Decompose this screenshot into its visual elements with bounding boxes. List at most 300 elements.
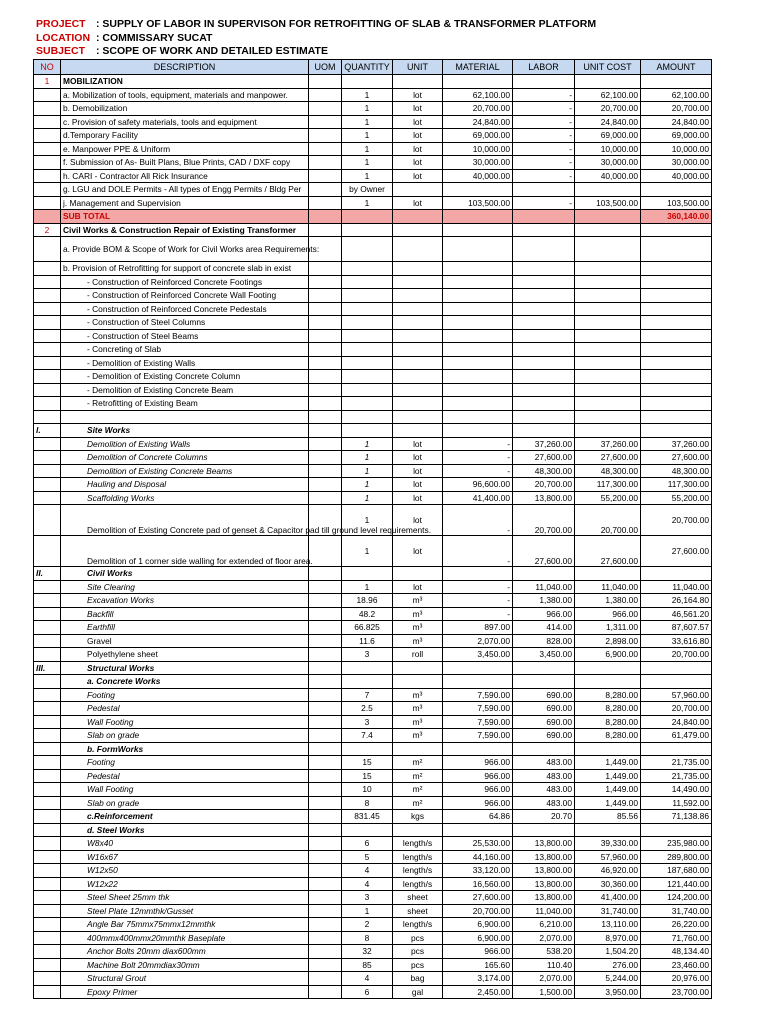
cell-no: [34, 972, 61, 986]
cell-unit-cost: [575, 383, 641, 397]
cell-amount: 48,134.40: [641, 945, 712, 959]
cell-material: 6,900.00: [443, 918, 513, 932]
col-description: DESCRIPTION: [61, 60, 309, 75]
column-header-row: [34, 60, 712, 75]
cell-unit-cost: 20,700.00: [575, 102, 641, 116]
cell-unit-cost: 1,449.00: [575, 769, 641, 783]
cell-amount: 11,040.00: [641, 580, 712, 594]
cell-description: Footing: [61, 756, 309, 770]
cell-labor: [513, 343, 575, 357]
cell-amount: 103,500.00: [641, 196, 712, 210]
cell-labor: 690.00: [513, 729, 575, 743]
cell-uom: [309, 88, 342, 102]
cell-material: [443, 383, 513, 397]
cell-unit: lot: [393, 169, 443, 183]
cell-unit-cost: [575, 567, 641, 581]
subject-value: : SCOPE OF WORK AND DETAILED ESTIMATE: [96, 45, 328, 57]
cell-no: [34, 169, 61, 183]
cell-unit-cost: [575, 289, 641, 303]
cell-no: [34, 742, 61, 756]
cell-unit-cost: [575, 370, 641, 384]
cell-uom: [309, 289, 342, 303]
cell-unit-cost: [575, 75, 641, 89]
cell-quantity: [342, 567, 393, 581]
table-row: [34, 383, 712, 397]
cell-amount: 57,960.00: [641, 688, 712, 702]
cell-unit-cost: [575, 356, 641, 370]
cell-unit: lot: [393, 142, 443, 156]
cell-unit: sheet: [393, 891, 443, 905]
cell-labor: [513, 675, 575, 689]
cell-description: SUB TOTAL: [61, 210, 309, 224]
cell-material: [443, 410, 513, 424]
cell-no: [34, 316, 61, 330]
cell-unit-cost: 57,960.00: [575, 850, 641, 864]
cell-quantity: 18.96: [342, 594, 393, 608]
cell-material: [443, 262, 513, 276]
cell-labor: [513, 210, 575, 224]
table-row: [34, 129, 712, 143]
cell-uom: [309, 383, 342, 397]
cell-amount: 21,735.00: [641, 769, 712, 783]
cell-labor: [513, 397, 575, 411]
cell-description: Pedestal: [61, 702, 309, 716]
table-row: [34, 918, 712, 932]
cell-quantity: [342, 661, 393, 675]
cell-unit-cost: 39,330.00: [575, 837, 641, 851]
cell-labor: 37,260.00: [513, 437, 575, 451]
cell-material: [443, 343, 513, 357]
cell-uom: [309, 223, 342, 237]
cell-uom: [309, 810, 342, 824]
cell-quantity: 2.5: [342, 702, 393, 716]
cell-amount: 40,000.00: [641, 169, 712, 183]
table-row: [34, 796, 712, 810]
subject-line: [36, 45, 596, 59]
cell-labor: 690.00: [513, 702, 575, 716]
cell-unit-cost: 117,300.00: [575, 478, 641, 492]
cell-material: 20,700.00: [443, 102, 513, 116]
cell-description: - Concreting of Slab: [61, 343, 309, 357]
cell-description: Backfill: [61, 607, 309, 621]
cell-unit: lot: [393, 88, 443, 102]
cell-no: [34, 505, 61, 536]
cell-unit-cost: 8,970.00: [575, 931, 641, 945]
cell-unit-cost: [575, 742, 641, 756]
cell-no: [34, 129, 61, 143]
cell-description: W12x50: [61, 864, 309, 878]
cell-description: b. Demobilization: [61, 102, 309, 116]
cell-amount: 31,740.00: [641, 904, 712, 918]
cell-quantity: 1: [342, 115, 393, 129]
cell-description: Steel Plate 12mmthk/Gusset: [61, 904, 309, 918]
cell-material: -: [443, 536, 513, 567]
table-row: [34, 931, 712, 945]
cell-labor: [513, 183, 575, 197]
cell-description: - Demolition of Existing Concrete Column: [61, 370, 309, 384]
cell-material: 7,590.00: [443, 729, 513, 743]
cell-material: [443, 397, 513, 411]
cell-unit-cost: [575, 223, 641, 237]
table-row: [34, 275, 712, 289]
cell-amount: [641, 823, 712, 837]
cell-material: 966.00: [443, 783, 513, 797]
cell-quantity: [342, 210, 393, 224]
cell-unit-cost: [575, 397, 641, 411]
cell-material: [443, 370, 513, 384]
cell-unit: lot: [393, 156, 443, 170]
cell-no: [34, 607, 61, 621]
cell-description: MOBILIZATION: [61, 75, 309, 89]
cell-material: 966.00: [443, 796, 513, 810]
cell-material: 30,000.00: [443, 156, 513, 170]
cell-description: Earthfill: [61, 621, 309, 635]
cell-labor: 11,040.00: [513, 904, 575, 918]
cell-material: 897.00: [443, 621, 513, 635]
cell-unit-cost: 27,600.00: [575, 451, 641, 465]
cell-unit-cost: 69,000.00: [575, 129, 641, 143]
cell-no: [34, 478, 61, 492]
cell-labor: 20,700.00: [513, 478, 575, 492]
cell-uom: [309, 302, 342, 316]
cell-amount: [641, 316, 712, 330]
cell-unit-cost: 103,500.00: [575, 196, 641, 210]
cell-no: [34, 648, 61, 662]
cell-unit: gal: [393, 985, 443, 999]
table-row: [34, 607, 712, 621]
estimate-table: [33, 59, 712, 999]
cell-description: Civil Works & Construction Repair of Existing Transformer: [61, 223, 309, 237]
cell-uom: [309, 196, 342, 210]
cell-no: [34, 837, 61, 851]
cell-no: [34, 864, 61, 878]
cell-quantity: 1: [342, 451, 393, 465]
cell-labor: 13,800.00: [513, 877, 575, 891]
cell-material: [443, 742, 513, 756]
cell-unit-cost: 1,380.00: [575, 594, 641, 608]
cell-no: [34, 491, 61, 505]
cell-unit: kgs: [393, 810, 443, 824]
cell-amount: 20,976.00: [641, 972, 712, 986]
cell-quantity: 15: [342, 769, 393, 783]
cell-amount: 117,300.00: [641, 478, 712, 492]
cell-amount: 55,200.00: [641, 491, 712, 505]
cell-uom: [309, 918, 342, 932]
table-row: [34, 169, 712, 183]
cell-quantity: [342, 223, 393, 237]
cell-unit-cost: 8,280.00: [575, 688, 641, 702]
cell-amount: 26,220.00: [641, 918, 712, 932]
cell-quantity: 4: [342, 877, 393, 891]
cell-labor: [513, 275, 575, 289]
cell-unit: [393, 262, 443, 276]
cell-uom: [309, 621, 342, 635]
cell-amount: 48,300.00: [641, 464, 712, 478]
table-row: [34, 688, 712, 702]
cell-amount: [641, 183, 712, 197]
cell-amount: 71,760.00: [641, 931, 712, 945]
cell-unit: [393, 410, 443, 424]
cell-no: [34, 142, 61, 156]
cell-material: 966.00: [443, 945, 513, 959]
cell-no: [34, 289, 61, 303]
cell-description: W8x40: [61, 837, 309, 851]
cell-unit-cost: 48,300.00: [575, 464, 641, 478]
table-row: [34, 972, 712, 986]
cell-unit-cost: [575, 316, 641, 330]
cell-labor: 20.70: [513, 810, 575, 824]
cell-unit-cost: 1,449.00: [575, 756, 641, 770]
cell-material: 62,100.00: [443, 88, 513, 102]
cell-material: 6,900.00: [443, 931, 513, 945]
cell-amount: [641, 75, 712, 89]
cell-unit-cost: 1,311.00: [575, 621, 641, 635]
table-row: [34, 877, 712, 891]
cell-no: [34, 370, 61, 384]
cell-description: [61, 410, 309, 424]
cell-amount: 24,840.00: [641, 715, 712, 729]
cell-unit: [393, 742, 443, 756]
cell-amount: 23,700.00: [641, 985, 712, 999]
cell-amount: [641, 343, 712, 357]
cell-uom: [309, 783, 342, 797]
cell-amount: [641, 424, 712, 438]
cell-quantity: 1: [342, 478, 393, 492]
cell-uom: [309, 864, 342, 878]
cell-unit: [393, 183, 443, 197]
cell-unit-cost: 966.00: [575, 607, 641, 621]
cell-quantity: [342, 316, 393, 330]
cell-labor: 27,600.00: [513, 536, 575, 567]
cell-unit: lot: [393, 580, 443, 594]
cell-amount: 20,700.00: [641, 505, 712, 536]
cell-uom: [309, 742, 342, 756]
cell-quantity: 8: [342, 796, 393, 810]
cell-unit-cost: 62,100.00: [575, 88, 641, 102]
cell-uom: [309, 985, 342, 999]
cell-labor: 828.00: [513, 634, 575, 648]
table-row: [34, 621, 712, 635]
cell-unit-cost: [575, 302, 641, 316]
cell-labor: 690.00: [513, 688, 575, 702]
cell-no: [34, 275, 61, 289]
cell-unit: length/s: [393, 918, 443, 932]
cell-unit: [393, 223, 443, 237]
col-uom: UOM: [309, 60, 342, 75]
cell-quantity: 3: [342, 891, 393, 905]
cell-unit: [393, 675, 443, 689]
cell-labor: 538.20: [513, 945, 575, 959]
cell-material: 10,000.00: [443, 142, 513, 156]
cell-no: I.: [34, 424, 61, 438]
cell-no: [34, 891, 61, 905]
project-value: : SUPPLY OF LABOR IN SUPERVISON FOR RETROFITTING OF SLAB & TRANSFORMER PLATFORM: [96, 18, 597, 30]
cell-material: 33,120.00: [443, 864, 513, 878]
cell-material: 69,000.00: [443, 129, 513, 143]
cell-description: Anchor Bolts 20mm diax600mm: [61, 945, 309, 959]
cell-unit: [393, 329, 443, 343]
cell-uom: [309, 156, 342, 170]
cell-unit: [393, 302, 443, 316]
table-row: [34, 289, 712, 303]
cell-quantity: 1: [342, 196, 393, 210]
cell-labor: -: [513, 102, 575, 116]
cell-labor: 110.40: [513, 958, 575, 972]
cell-labor: 13,800.00: [513, 837, 575, 851]
cell-quantity: 5: [342, 850, 393, 864]
cell-unit: lot: [393, 451, 443, 465]
cell-uom: [309, 607, 342, 621]
cell-uom: [309, 169, 342, 183]
cell-quantity: [342, 397, 393, 411]
cell-no: [34, 729, 61, 743]
cell-quantity: [342, 823, 393, 837]
cell-unit-cost: [575, 410, 641, 424]
cell-description: Footing: [61, 688, 309, 702]
cell-amount: [641, 410, 712, 424]
cell-unit: [393, 275, 443, 289]
cell-quantity: 1: [342, 580, 393, 594]
cell-amount: 27,600.00: [641, 536, 712, 567]
col-amount: AMOUNT: [641, 60, 712, 75]
cell-unit-cost: 11,040.00: [575, 580, 641, 594]
cell-uom: [309, 343, 342, 357]
cell-quantity: 1: [342, 536, 393, 567]
cell-quantity: [342, 356, 393, 370]
cell-unit-cost: 30,000.00: [575, 156, 641, 170]
cell-description: e. Manpower PPE & Uniform: [61, 142, 309, 156]
cell-labor: [513, 302, 575, 316]
table-row: [34, 675, 712, 689]
cell-amount: [641, 275, 712, 289]
cell-unit: length/s: [393, 877, 443, 891]
cell-no: [34, 237, 61, 262]
cell-description: Polyethylene sheet: [61, 648, 309, 662]
cell-no: [34, 904, 61, 918]
cell-description: - Construction of Steel Beams: [61, 329, 309, 343]
cell-no: [34, 715, 61, 729]
cell-no: [34, 302, 61, 316]
cell-amount: 69,000.00: [641, 129, 712, 143]
cell-material: 41,400.00: [443, 491, 513, 505]
cell-unit: roll: [393, 648, 443, 662]
table-row: [34, 370, 712, 384]
table-row: [34, 505, 712, 536]
cell-material: [443, 183, 513, 197]
cell-material: 96,600.00: [443, 478, 513, 492]
cell-labor: [513, 329, 575, 343]
table-row: [34, 156, 712, 170]
cell-labor: [513, 289, 575, 303]
cell-uom: [309, 356, 342, 370]
project-label: PROJECT: [36, 18, 86, 30]
cell-description: b. Provision of Retrofitting for support of concrete slab in exist: [61, 262, 309, 276]
cell-unit-cost: 1,504.20: [575, 945, 641, 959]
cell-labor: [513, 223, 575, 237]
cell-unit: [393, 661, 443, 675]
cell-quantity: 11.6: [342, 634, 393, 648]
cell-unit: m²: [393, 783, 443, 797]
cell-description: a. Mobilization of tools, equipment, materials and manpower.: [61, 88, 309, 102]
col-no: NO: [34, 60, 61, 75]
cell-uom: [309, 410, 342, 424]
cell-unit: lot: [393, 196, 443, 210]
cell-unit-cost: 1,449.00: [575, 783, 641, 797]
cell-unit: [393, 567, 443, 581]
cell-quantity: 2: [342, 918, 393, 932]
cell-description: - Construction of Steel Columns: [61, 316, 309, 330]
cell-uom: [309, 675, 342, 689]
cell-amount: [641, 329, 712, 343]
table-row: [34, 464, 712, 478]
cell-uom: [309, 796, 342, 810]
cell-quantity: [342, 343, 393, 357]
cell-labor: 1,380.00: [513, 594, 575, 608]
cell-quantity: [342, 289, 393, 303]
cell-no: [34, 397, 61, 411]
cell-quantity: [342, 329, 393, 343]
cell-unit: lot: [393, 505, 443, 536]
cell-material: [443, 356, 513, 370]
cell-uom: [309, 437, 342, 451]
cell-material: [443, 237, 513, 262]
cell-material: [443, 289, 513, 303]
cell-unit: length/s: [393, 864, 443, 878]
cell-description: c.Reinforcement: [61, 810, 309, 824]
cell-unit-cost: 46,920.00: [575, 864, 641, 878]
cell-labor: [513, 823, 575, 837]
cell-no: [34, 262, 61, 276]
cell-material: 40,000.00: [443, 169, 513, 183]
cell-labor: 2,070.00: [513, 931, 575, 945]
cell-material: 25,530.00: [443, 837, 513, 851]
cell-quantity: [342, 370, 393, 384]
cell-description: W12x22: [61, 877, 309, 891]
cell-quantity: [342, 75, 393, 89]
cell-unit-cost: 41,400.00: [575, 891, 641, 905]
cell-amount: 235,980.00: [641, 837, 712, 851]
cell-uom: [309, 580, 342, 594]
cell-quantity: 1: [342, 129, 393, 143]
cell-material: -: [443, 505, 513, 536]
cell-unit: m³: [393, 594, 443, 608]
cell-material: 7,590.00: [443, 688, 513, 702]
cell-material: 103,500.00: [443, 196, 513, 210]
table-row: [34, 491, 712, 505]
cell-labor: 483.00: [513, 796, 575, 810]
cell-description: W16x67: [61, 850, 309, 864]
cell-description: Excavation Works: [61, 594, 309, 608]
table-row: [34, 397, 712, 411]
cell-amount: 27,600.00: [641, 451, 712, 465]
cell-labor: -: [513, 156, 575, 170]
cell-no: [34, 580, 61, 594]
table-row: [34, 837, 712, 851]
cell-unit-cost: 10,000.00: [575, 142, 641, 156]
cell-no: [34, 383, 61, 397]
cell-no: [34, 356, 61, 370]
cell-amount: 62,100.00: [641, 88, 712, 102]
cell-description: a. Provide BOM & Scope of Work for Civil Works area Requirements:: [61, 237, 309, 262]
cell-unit-cost: 55,200.00: [575, 491, 641, 505]
cell-amount: [641, 383, 712, 397]
table-row: [34, 262, 712, 276]
cell-unit-cost: 3,950.00: [575, 985, 641, 999]
cell-no: [34, 877, 61, 891]
cell-quantity: [342, 742, 393, 756]
cell-description: - Construction of Reinforced Concrete Pedestals: [61, 302, 309, 316]
table-row: [34, 580, 712, 594]
